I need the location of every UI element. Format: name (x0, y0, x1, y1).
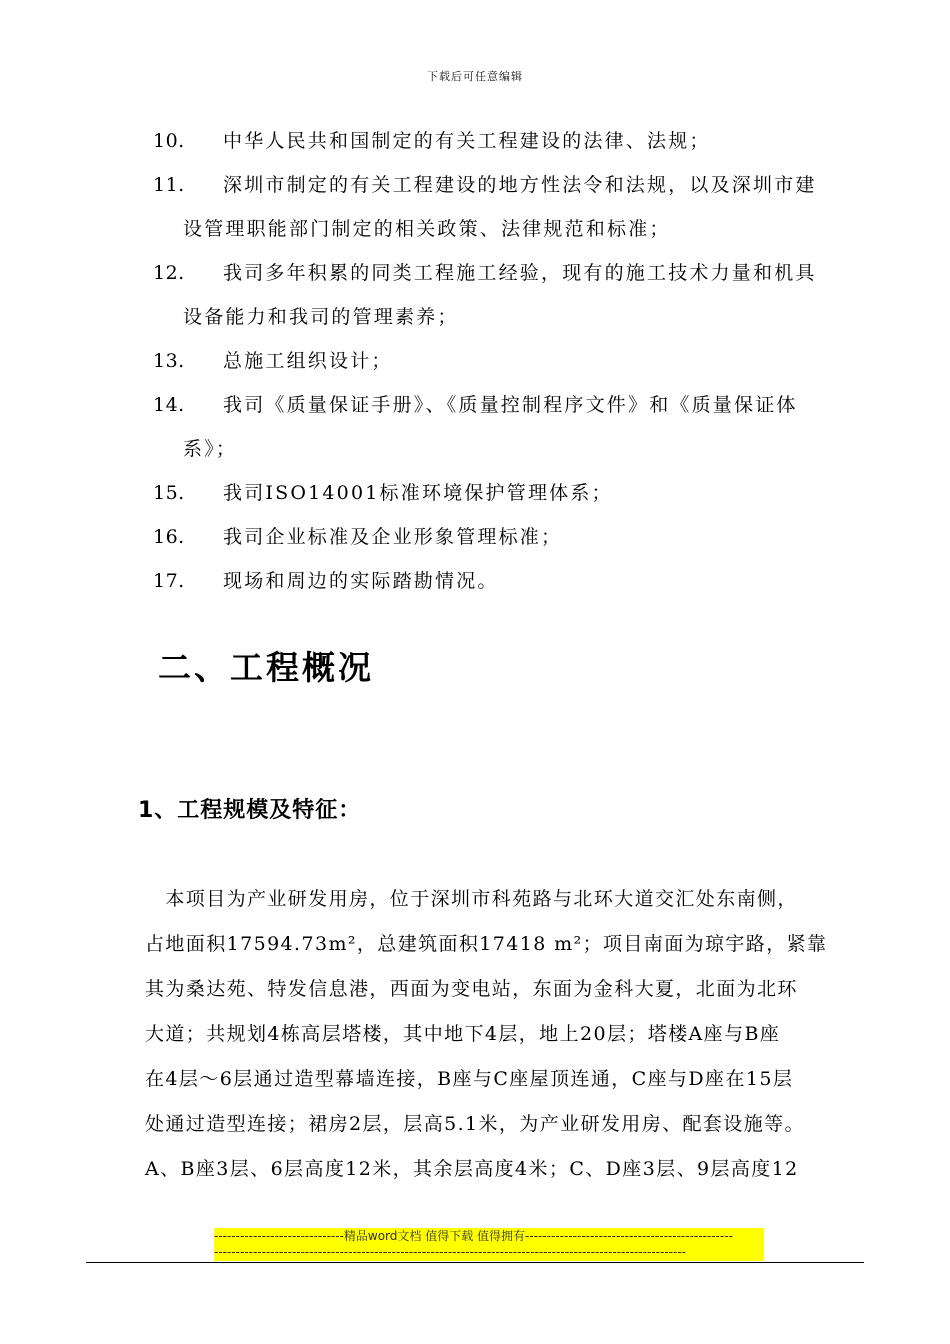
paragraph-line: 处通过造型连接；裙房2层，层高5.1米，为产业研发用房、配套设施等。 (145, 1113, 805, 1135)
page-header-note: 下载后可任意编辑 (427, 70, 523, 83)
paragraph-line: 在4层～6层通过造型幕墙连接，B座与C座屋顶连通，C座与D座在15层 (145, 1068, 794, 1090)
list-item-number: 14. (153, 394, 185, 416)
list-item-number: 10. (153, 130, 185, 152)
list-item (153, 523, 562, 551)
list-item-number: 15. (153, 482, 185, 504)
list-item-continuation: 系》； (183, 438, 238, 460)
list-item-number: 16. (153, 526, 185, 548)
section-heading: 二、工程概况 (158, 648, 374, 687)
footer-banner (214, 1228, 764, 1261)
list-item-number: 12. (153, 262, 185, 284)
list-item-text: 深圳市制定的有关工程建设的地方性法令和法规，以及深圳市建 (223, 174, 817, 196)
list-item-text: 总施工组织设计； (223, 350, 393, 372)
list-item (153, 479, 613, 507)
list-item-text: 中华人民共和国制定的有关工程建设的法律、法规； (223, 130, 711, 152)
list-item (153, 259, 817, 287)
list-item (153, 347, 393, 375)
list-item-text: 我司企业标准及企业形象管理标准； (223, 526, 563, 548)
paragraph-line: A、B座3层、6层高度12米，其余层高度4米；C、D座3层、9层高度12 (145, 1158, 799, 1180)
list-item (153, 391, 798, 419)
paragraph-line: 大道；共规划4栋高层塔楼，其中地下4层，地上20层；塔楼A座与B座 (145, 1023, 781, 1045)
list-item-text: 我司《质量保证手册》、《质量控制程序文件》和《质量保证体 (223, 394, 798, 416)
list-item (153, 567, 499, 595)
list-item-number: 11. (153, 174, 185, 196)
subsection-heading: 1、工程规模及特征： (138, 798, 362, 823)
list-item-continuation: 设备能力和我司的管理素养； (183, 306, 459, 328)
paragraph-line: 占地面积17594.73m²，总建筑面积17418 m²；项目南面为琼宇路，紧靠 (145, 933, 828, 955)
list-item-text: 现场和周边的实际踏勘情况。 (223, 570, 499, 592)
list-item-number: 13. (153, 350, 185, 372)
paragraph-line: 其为桑达苑、特发信息港，西面为变电站，东面为金科大夏，北面为北环 (145, 978, 798, 1000)
paragraph-line: 本项目为产业研发用房，位于深圳市科苑路与北环大道交汇处东南侧， (145, 888, 798, 910)
list-item-text: 我司多年积累的同类工程施工经验，现有的施工技术力量和机具 (223, 262, 817, 284)
footer-rule (86, 1262, 864, 1263)
list-item-number: 17. (153, 570, 185, 592)
footer-banner-text: ------------------------------精品word文档 值得下载 值得拥有------------------------------------------------ (214, 1229, 733, 1243)
list-item (153, 171, 817, 199)
list-item-text: 我司ISO14001标准环境保护管理体系； (223, 482, 613, 504)
list-item (153, 127, 711, 155)
list-item-continuation: 设管理职能部门制定的相关政策、法律规范和标准； (183, 218, 671, 240)
footer-banner-dashes: ------------------------------------------------------------------------------------------------------------- (214, 1245, 686, 1259)
